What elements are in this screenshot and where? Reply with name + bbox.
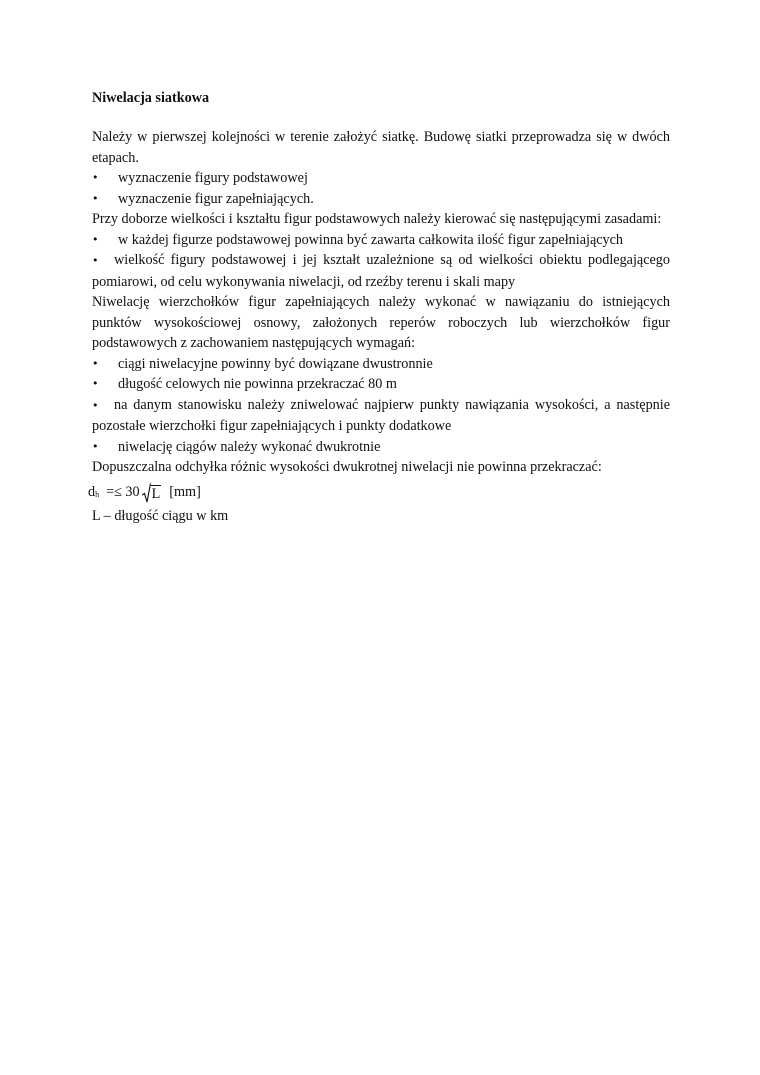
bullet-icon: • (92, 232, 99, 246)
list-item (92, 250, 670, 292)
list-item-text: wyznaczenie figur zapełniających. (118, 190, 314, 207)
requirements-list (92, 354, 670, 458)
requirements-intro: Niwelację wierzchołków figur zapełniających należy wykonać w nawiązaniu do istniejących punktów wysokościowej osnowy, założonych reperów roboczych lub wierzchołków figur podstawowych z zachowaniem następujących wymagań: (92, 294, 670, 351)
formula-symbol: d (88, 484, 96, 500)
formula-operator: =≤ 30 (106, 484, 140, 500)
list-item (92, 395, 670, 437)
intro-paragraph: Należy w pierwszej kolejności w terenie założyć siatkę. Budowę siatki przeprowadza się w dwóch etapach. (92, 129, 670, 166)
tolerance-formula (88, 481, 670, 503)
square-root (142, 483, 162, 503)
bullet-icon: • (92, 254, 99, 267)
bullet-icon: • (92, 356, 99, 370)
bullet-icon: • (92, 191, 99, 205)
stages-list (92, 168, 670, 209)
formula-subscript: h (95, 490, 100, 499)
tolerance-intro: Dopuszczalna odchyłka różnic wysokości dwukrotnej niwelacji nie powinna przekraczać: (92, 459, 602, 475)
legend-line: L – długość ciągu w km (92, 507, 229, 524)
list-item (92, 189, 670, 210)
formula-radicand: L (151, 485, 161, 502)
list-item-text: wyznaczenie figury podstawowej (118, 170, 308, 186)
bullet-icon: • (92, 377, 99, 390)
list-item (92, 374, 670, 395)
list-item (92, 230, 670, 251)
document-page (88, 88, 670, 526)
principles-list (92, 230, 670, 293)
bullet-icon: • (92, 171, 99, 184)
list-item-text: niwelację ciągów należy wykonać dwukrotnie (118, 438, 381, 455)
list-item-text: na danym stanowisku należy zniwelować najpierw punkty nawiązania wysokości, a następnie pozostałe wierzchołki figur zapełniających i punkty dodatkowe (92, 396, 670, 434)
list-item (92, 168, 670, 189)
document-title: Niwelacja siatkowa (92, 90, 210, 106)
radical-sign-icon (142, 483, 151, 503)
list-item (92, 437, 670, 458)
list-item-text: ciągi niwelacyjne powinny być dowiązane dwustronnie (118, 355, 433, 372)
principles-intro: Przy doborze wielkości i kształtu figur podstawowych należy kierować się następującymi zasadami: (92, 211, 662, 227)
bullet-icon: • (92, 439, 99, 453)
list-item (92, 354, 670, 375)
list-item-text: w każdej figurze podstawowej powinna być zawarta całkowita ilość figur zapełniających (118, 231, 624, 248)
list-item-text: długość celowych nie powinna przekraczać 80 m (118, 376, 397, 392)
list-item-text: wielkość figury podstawowej i jej kształt uzależnione są od wielkości obiektu podlegającego pomiarowi, od celu wykonywania niwelacji, od rzeźby terenu i skali mapy (92, 252, 670, 290)
bullet-icon: • (92, 398, 99, 412)
formula-unit: [mm] (169, 484, 201, 500)
